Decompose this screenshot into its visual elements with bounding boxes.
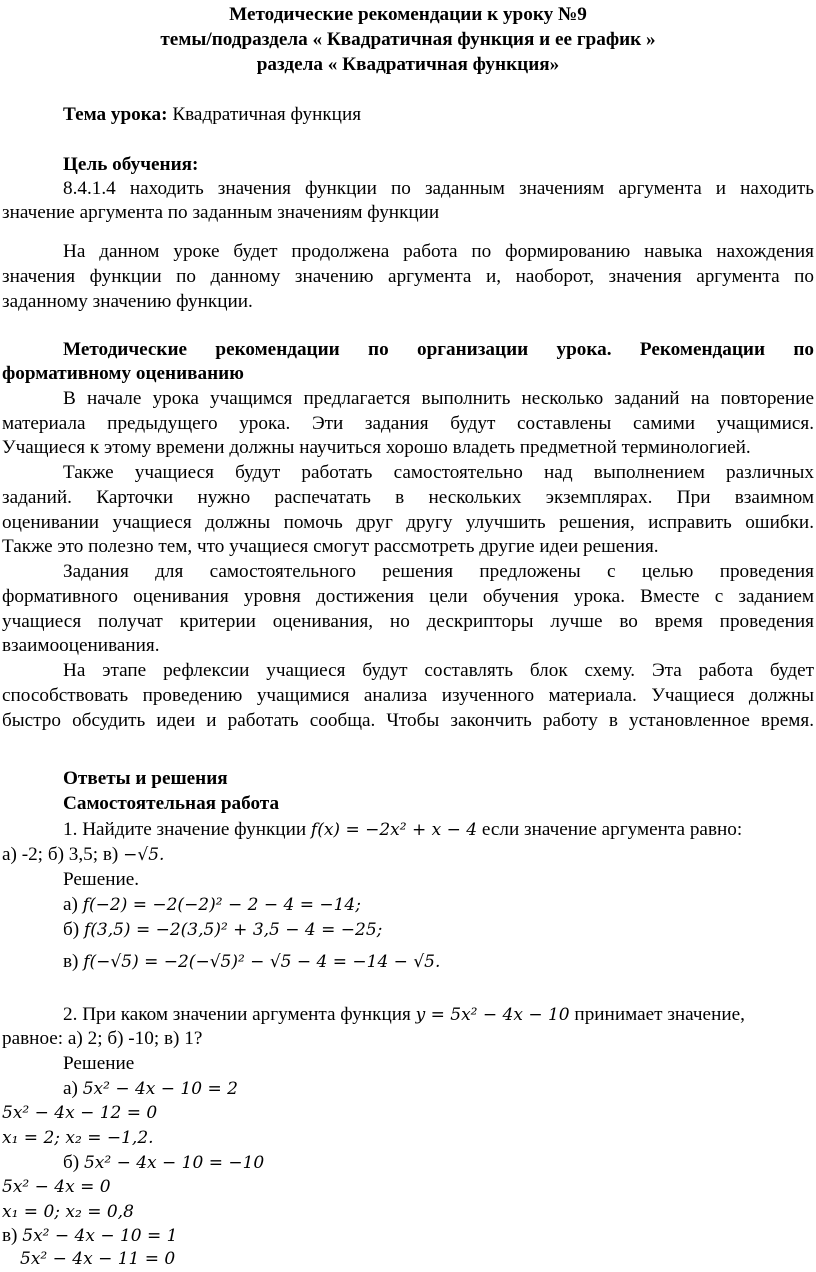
task-2-solution-b-2: 5x² − 4x = 0	[2, 1177, 111, 1197]
document-title-line-1: Методические рекомендации к уроку №9	[229, 4, 587, 25]
intro-line-3: заданному значению функции.	[2, 291, 253, 312]
methods-paragraph-line: оценивании учащиеся должны помочь друг другу улучшить решения, исправить ошибки.	[2, 512, 814, 533]
methods-paragraph-line: учащиеся получат критерии оценивания, но дескрипторы лучше во время проведения	[2, 611, 814, 632]
solution-c-formula: f(−√5) = −2(−√5)² − √5 − 4 = −14 − √5.	[83, 952, 441, 972]
solution-b-formula: f(3,5) = −2(3,5)² + 3,5 − 4 = −25;	[83, 920, 383, 940]
task-2-solution-label: Решение	[63, 1053, 135, 1074]
answers-heading: Ответы и решения	[63, 768, 228, 789]
intro-line-2: значения функции по данному значению аргумента и, наоборот, значения аргумента по	[2, 266, 814, 287]
lesson-topic	[63, 103, 361, 128]
task-1-solution-b	[63, 918, 382, 943]
lesson-topic-label: Тема урока:	[63, 104, 168, 125]
task-1-statement	[63, 818, 814, 843]
task-1-arguments	[2, 843, 164, 868]
methods-paragraph-line: На этапе рефлексии учащиеся будут составлять блок схему. Эта работа будет	[63, 660, 814, 681]
methods-paragraph-line: заданий. Карточки нужно распечатать в нескольких экземплярах. При взаимном	[2, 487, 814, 508]
task-2-solution-a-1	[63, 1077, 238, 1102]
document-title-line-3: раздела « Квадратичная функция»	[256, 54, 560, 75]
equation: 5x² − 4x − 10 = 2	[82, 1079, 238, 1099]
task-2-statement	[63, 1003, 814, 1028]
task-1-arguments-math: −√5.	[123, 845, 165, 865]
task-2-text: 2. При каком значении аргумента функция	[63, 1004, 416, 1025]
methods-paragraph-line: В начале урока учащимся предлагается выполнить несколько заданий на повторение	[63, 388, 814, 409]
solution-b-label: б)	[63, 1152, 84, 1173]
methods-paragraph-line: Также учащиеся будут работать самостоятельно над выполнением различных	[63, 462, 814, 483]
solution-c-label: в)	[63, 951, 84, 972]
task-2-solution-c-2: 5x² − 4x − 11 = 0	[20, 1249, 176, 1269]
task-1-text-end: если значение аргумента равно:	[477, 819, 743, 840]
methods-paragraph-line: Учащиеся к этому времени должны научиться хорошо владеть предметной терминологией.	[2, 437, 751, 458]
methods-paragraph-line: Также это полезно тем, что учащиеся смогут рассмотреть другие идеи решения.	[2, 536, 659, 557]
goal-heading: Цель обучения:	[63, 154, 199, 175]
task-1-text: 1. Найдите значение функции	[63, 819, 311, 840]
goal-line-2: значение аргумента по заданным значениям функции	[2, 202, 440, 223]
task-2-solution-a-2: 5x² − 4x − 12 = 0	[2, 1103, 158, 1123]
intro-line-1: На данном уроке будет продолжена работа по формированию навыка нахождения	[63, 241, 814, 262]
methods-heading-line-1: Методические рекомендации по организации урока. Рекомендации по	[63, 339, 814, 360]
methods-paragraph-line: быстро обсудить идеи и работать сообща. Чтобы закончить работу в установленное время.	[2, 710, 814, 731]
methods-heading-line-2: формативному оцениванию	[2, 363, 244, 384]
methods-paragraph-line: Задания для самостоятельного решения предложены с целью проведения	[63, 561, 814, 582]
task-1-arguments-text: а) -2; б) 3,5; в)	[2, 844, 124, 865]
solution-a-formula: f(−2) = −2(−2)² − 2 − 4 = −14;	[82, 895, 361, 915]
task-1-function-formula: f(x) = −2x² + x − 4	[310, 820, 478, 840]
task-1-solution-label: Решение.	[63, 869, 140, 890]
equation: 5x² − 4x − 10 = 1	[22, 1226, 178, 1246]
methods-paragraph-line: взаимооценивания.	[2, 635, 160, 656]
goal-line-1: 8.4.1.4 находить значения функции по заданным значениям аргумента и находить	[63, 178, 814, 199]
task-2-text-end: принимает значение,	[569, 1004, 745, 1025]
task-2-solution-b-1	[63, 1151, 264, 1176]
solution-b-label: б)	[63, 919, 84, 940]
solution-a-label: а)	[63, 894, 83, 915]
solution-c-label: в)	[2, 1225, 23, 1246]
task-2-solution-b-3: x₁ = 0; x₂ = 0,8	[2, 1202, 134, 1222]
equation: 5x² − 4x − 10 = −10	[83, 1153, 265, 1173]
task-2-values: равное: а) 2; б) -10; в) 1?	[2, 1028, 203, 1049]
methods-paragraph-line: способствовать проведению учащимися анализа изученного материала. Учащиеся должны	[2, 685, 814, 706]
task-2-solution-a-3: x₁ = 2; x₂ = −1,2.	[2, 1128, 154, 1148]
methods-paragraph-line: материала предыдущего урока. Эти задания будут составлены самими учащимися.	[2, 413, 814, 434]
task-1-solution-a	[63, 893, 361, 918]
methods-paragraph-line: формативного оценивания уровня достижения цели обучения урока. Вместе с заданием	[2, 586, 814, 607]
task-2-function-formula: y = 5x² − 4x − 10	[415, 1005, 570, 1025]
task-1-solution-c	[63, 950, 440, 975]
self-work-heading: Самостоятельная работа	[63, 793, 280, 814]
solution-a-label: а)	[63, 1078, 83, 1099]
task-2-solution-c-1	[2, 1224, 177, 1249]
lesson-topic-value: Квадратичная функция	[167, 104, 362, 125]
document-title-line-2: темы/подраздела « Квадратичная функция и ее график »	[160, 29, 656, 50]
